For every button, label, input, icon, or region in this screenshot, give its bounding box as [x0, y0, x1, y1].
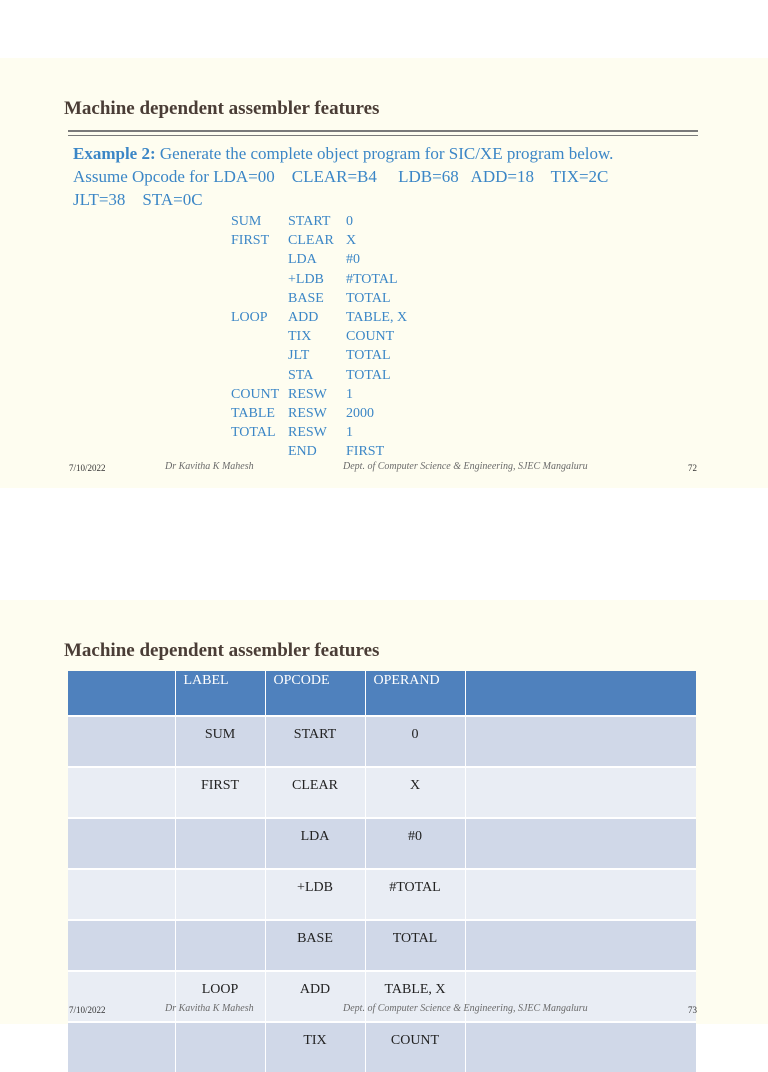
program-operand: #TOTAL: [346, 271, 398, 287]
cell-operand: #TOTAL: [365, 869, 465, 920]
cell-operand: TABLE, X: [365, 971, 465, 1022]
program-label: SUM: [231, 214, 262, 229]
cell-operand: TOTAL: [365, 920, 465, 971]
program-operand: FIRST: [346, 444, 385, 460]
title-divider: [68, 130, 698, 132]
example-text: [73, 142, 703, 211]
program-label: [231, 289, 288, 308]
program-operand: TABLE, X: [346, 309, 408, 325]
footer-author: Dr Kavitha K Mahesh: [165, 1003, 254, 1014]
program-label: TABLE: [231, 405, 275, 421]
cell-blank: [68, 920, 175, 971]
program-operand: COUNT: [346, 329, 395, 345]
header-col-1: [68, 671, 175, 716]
header-opcode: OPCODE: [265, 671, 365, 716]
cell-opcode: CLEAR: [265, 767, 365, 818]
program-opcode: STA: [288, 367, 314, 383]
table-row: [68, 818, 696, 869]
program-opcode: BASE: [288, 290, 324, 306]
example-line-1: [73, 142, 703, 165]
example-lead: Example 2:: [73, 144, 156, 163]
cell-blank: [68, 818, 175, 869]
program-operand: TOTAL: [346, 367, 391, 383]
program-line: [231, 250, 426, 269]
cell-comment: [465, 920, 696, 971]
header-label: LABEL: [175, 671, 265, 716]
program-operand: 1: [346, 425, 353, 441]
program-line: [231, 346, 426, 365]
program-listing: [231, 212, 426, 461]
footer-dept: Dept. of Computer Science & Engineering, SJEC Mangaluru: [343, 1003, 588, 1014]
cell-label: LOOP: [175, 971, 265, 1022]
footer-date: 7/10/2022: [69, 463, 106, 473]
program-opcode: +LDB: [288, 271, 324, 287]
program-label: COUNT: [231, 386, 280, 402]
program-line: [231, 385, 426, 404]
program-operand: TOTAL: [346, 290, 391, 306]
program-label: TOTAL: [231, 425, 276, 441]
program-line: [231, 327, 426, 346]
slide-footer: [0, 461, 768, 475]
header-col-5: [465, 671, 696, 716]
program-line: [231, 212, 426, 231]
footer-dept: Dept. of Computer Science & Engineering, SJEC Mangaluru: [343, 461, 588, 472]
program-line: [231, 442, 426, 461]
footer-author: Dr Kavitha K Mahesh: [165, 461, 254, 472]
program-line: [231, 289, 426, 308]
program-label: [231, 327, 288, 346]
program-label: [231, 366, 288, 385]
table-row: [68, 920, 696, 971]
program-operand: X: [346, 233, 357, 249]
cell-operand: 0: [365, 716, 465, 767]
cell-comment: [465, 767, 696, 818]
program-operand: 2000: [346, 405, 374, 421]
cell-label: SUM: [175, 716, 265, 767]
program-opcode: RESW: [288, 386, 327, 402]
cell-comment: [465, 716, 696, 767]
program-opcode: JLT: [288, 348, 310, 364]
program-line: [231, 404, 426, 423]
example-line-2: Assume Opcode for LDA=00 CLEAR=B4 LDB=68 ADD=18 TIX=2C: [73, 167, 609, 186]
program-label: [231, 250, 288, 269]
table-row: [68, 869, 696, 920]
program-label: [231, 270, 288, 289]
slide-title: Machine dependent assembler features: [64, 640, 380, 661]
program-line: [231, 270, 426, 289]
program-opcode: END: [288, 444, 317, 460]
cell-opcode: +LDB: [265, 869, 365, 920]
table-row: [68, 1022, 696, 1072]
program-opcode: LDA: [288, 252, 317, 268]
footer-date: 7/10/2022: [69, 1005, 106, 1015]
table-row: [68, 716, 696, 767]
program-opcode: START: [288, 214, 331, 229]
cell-opcode: TIX: [265, 1022, 365, 1072]
cell-comment: [465, 1022, 696, 1072]
program-opcode: RESW: [288, 405, 327, 421]
program-opcode: TIX: [288, 329, 312, 345]
cell-operand: X: [365, 767, 465, 818]
slide-72: [0, 58, 768, 488]
cell-label: [175, 818, 265, 869]
cell-operand: #0: [365, 818, 465, 869]
slide-footer: [0, 1003, 768, 1017]
program-line: [231, 308, 426, 327]
program-label: [231, 346, 288, 365]
header-operand: OPERAND: [365, 671, 465, 716]
slide-73: [0, 600, 768, 1048]
cell-label: [175, 920, 265, 971]
program-label: FIRST: [231, 233, 270, 249]
cell-blank: [68, 716, 175, 767]
example-line-3: JLT=38 STA=0C: [73, 190, 203, 209]
table-header-row: [68, 671, 696, 716]
cell-opcode: START: [265, 716, 365, 767]
program-opcode: RESW: [288, 425, 327, 441]
program-line: [231, 231, 426, 250]
program-operand: 1: [346, 386, 353, 402]
title-divider-thin: [68, 135, 698, 136]
program-line: [231, 366, 426, 385]
program-operand: #0: [346, 252, 360, 268]
slide-title: Machine dependent assembler features: [64, 98, 380, 119]
cell-comment: [465, 818, 696, 869]
program-operand: 0: [346, 214, 353, 229]
cell-blank: [68, 1022, 175, 1072]
cell-operand: COUNT: [365, 1022, 465, 1072]
program-operand: TOTAL: [346, 348, 391, 364]
program-label: LOOP: [231, 309, 268, 325]
table-row: [68, 767, 696, 818]
cell-opcode: LDA: [265, 818, 365, 869]
program-label: [231, 442, 288, 461]
footer-page-number: 73: [688, 1005, 697, 1015]
example-line-1-text: Generate the complete object program for SIC/XE program below.: [155, 144, 614, 163]
cell-blank: [68, 767, 175, 818]
cell-blank: [68, 869, 175, 920]
footer-page-number: 72: [688, 463, 697, 473]
program-opcode: CLEAR: [288, 233, 334, 249]
cell-label: [175, 1022, 265, 1072]
program-line: [231, 423, 426, 442]
cell-opcode: BASE: [265, 920, 365, 971]
cell-opcode: ADD: [265, 971, 365, 1022]
cell-label: [175, 869, 265, 920]
cell-comment: [465, 869, 696, 920]
cell-label: FIRST: [175, 767, 265, 818]
program-opcode: ADD: [288, 309, 319, 325]
